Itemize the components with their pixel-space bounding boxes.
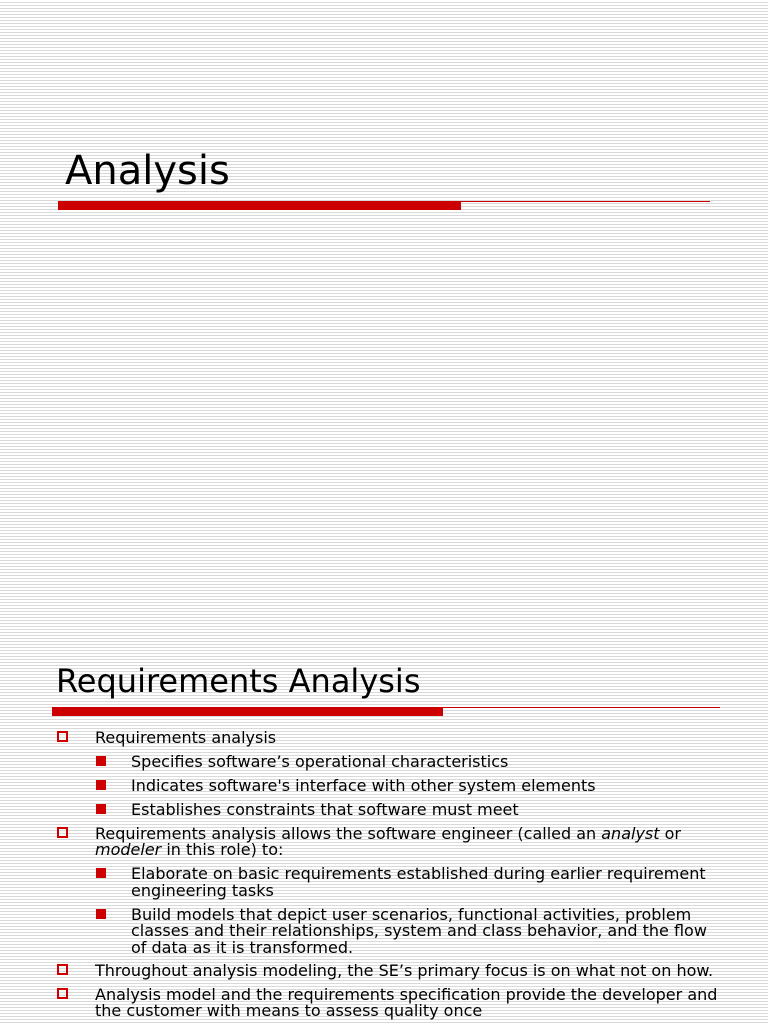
bullet-text-part: or: [659, 823, 681, 843]
bullet-text: Analysis model and the requirements specification provide the developer and the customer with means to assess quality once: [95, 984, 718, 1020]
slide-title-analysis: Analysis: [65, 148, 230, 194]
sub-bullet-text: Specifies software’s operational characteristics: [131, 752, 509, 771]
bullet-item: [0, 823, 768, 859]
title-underline-thick: [58, 201, 461, 210]
bullet-text-part: Requirements analysis allows the software engineer (called an: [95, 823, 602, 843]
filled-square-bullet-icon: [96, 804, 106, 814]
hollow-square-bullet-icon: [57, 827, 68, 838]
sub-bullet-text: Elaborate on basic requirements established during earlier requirement engineering tasks: [131, 864, 706, 900]
title-underline-thin: [461, 201, 710, 202]
bullet-item: [0, 730, 768, 747]
sub-bullet-text: Establishes constraints that software must meet: [131, 800, 519, 819]
bullet-text: Throughout analysis modeling, the SE’s primary focus is on what not on how.: [95, 961, 714, 980]
sub-bullet-item: [0, 866, 768, 899]
sub-bullet-item: [0, 802, 768, 819]
bullet-item: [0, 984, 768, 1020]
sub-bullet-item: [0, 778, 768, 795]
bullet-text-emphasis: analyst: [601, 823, 660, 843]
filled-square-bullet-icon: [96, 756, 106, 766]
bullet-text-emphasis: modeler: [95, 840, 162, 859]
slide-title-requirements-analysis: Requirements Analysis: [56, 662, 421, 700]
filled-square-bullet-icon: [96, 909, 106, 919]
bullet-text: [95, 824, 681, 860]
bullet-text-part: in this role) to:: [161, 840, 284, 859]
hollow-square-bullet-icon: [57, 731, 68, 742]
title-underline-thin: [443, 707, 720, 708]
bullet-text: Requirements analysis: [95, 728, 277, 747]
hollow-square-bullet-icon: [57, 964, 68, 975]
title-underline-thick: [52, 707, 443, 716]
bullet-list: [0, 723, 768, 1020]
sub-bullet-item: [0, 904, 768, 957]
filled-square-bullet-icon: [96, 868, 106, 878]
filled-square-bullet-icon: [96, 780, 106, 790]
hollow-square-bullet-icon: [57, 988, 68, 999]
sub-bullet-text: Indicates software's interface with other system elements: [131, 776, 596, 795]
bullet-item: [0, 963, 768, 980]
sub-bullet-item: [0, 754, 768, 771]
sub-bullet-text: Build models that depict user scenarios, functional activities, problem classes and their relationships, system and class behavior, and the flow of data as it is transformed.: [131, 904, 707, 957]
